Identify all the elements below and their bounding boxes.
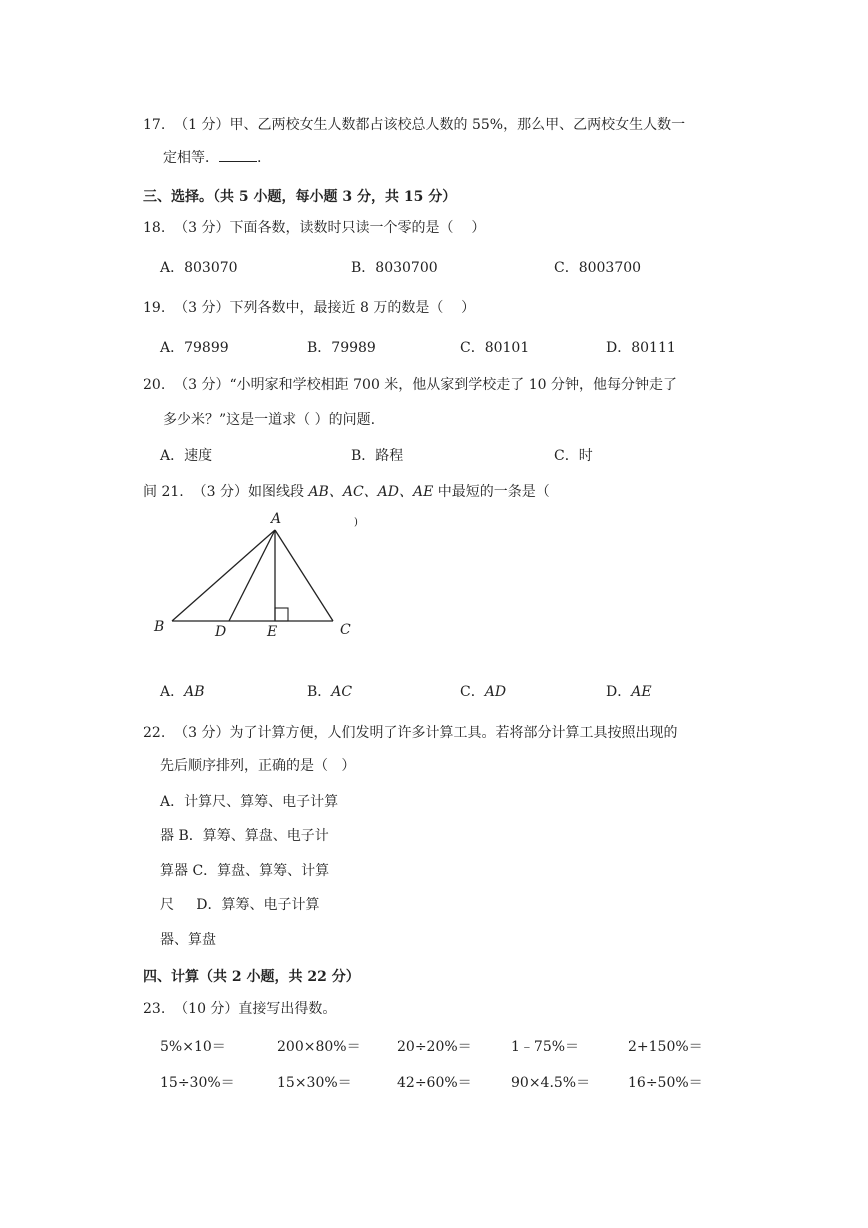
calc-item: 20÷20%＝ xyxy=(397,1039,472,1055)
q22-line2: 先后顺序排列，正确的是（ ） xyxy=(160,758,356,774)
q21-stem-pre: 间 21. （3 分）如图线段 xyxy=(143,484,309,500)
q22-line4[interactable]: 器 B．算筹、算盘、电子计 xyxy=(160,828,329,844)
label-a: A xyxy=(271,511,282,527)
label-e: E xyxy=(267,624,278,640)
q20-line1: 20. （3 分）“小明家和学校相距 700 米，他从家到学校走了 10 分钟，他每分钟走了 xyxy=(143,377,678,393)
q19-option-a[interactable]: A．79899 xyxy=(160,340,229,356)
q22-line1: 22. （3 分）为了计算方便，人们发明了许多计算工具。若将部分计算工具按照出现的 xyxy=(143,725,678,741)
q19-option-b[interactable]: B．79989 xyxy=(307,340,376,356)
q21-option-b-value: AC xyxy=(331,684,353,700)
q21-option-a-value: AB xyxy=(184,684,205,700)
q21-option-d-prefix: D． xyxy=(606,684,632,700)
q18-option-c[interactable]: C．8003700 xyxy=(554,260,642,276)
q21-stem-segments: AB、AC、AD、AE xyxy=(308,484,434,500)
q22-line7[interactable]: 器、算盘 xyxy=(160,932,216,948)
q22-line3[interactable]: A．计算尺、算筹、电子计算 xyxy=(160,794,339,810)
q18-stem: 18. （3 分）下面各数，读数时只读一个零的是（ ） xyxy=(143,220,486,236)
q18-option-b[interactable]: B．8030700 xyxy=(351,260,438,276)
q20-line2: 多少米？”这是一道求（ ）的问题. xyxy=(163,412,376,428)
triangle-figure xyxy=(148,503,363,643)
q21-stem-post: 中最短的一条是（ xyxy=(433,484,550,500)
q21-option-b[interactable] xyxy=(307,681,352,701)
q23-stem: 23. （10 分）直接写出得数。 xyxy=(143,1001,337,1017)
q19-stem: 19. （3 分）下列各数中，最接近 8 万的数是（ ） xyxy=(143,300,476,316)
q21-option-c-value: AD xyxy=(484,684,507,700)
q19-option-c[interactable]: C．80101 xyxy=(460,340,530,356)
q21-paren-close: ) xyxy=(354,517,358,528)
calc-item: 200×80%＝ xyxy=(277,1039,361,1055)
calc-item: 5%×10＝ xyxy=(160,1039,226,1055)
label-c: C xyxy=(340,622,351,638)
section4-heading: 四、计算（共 2 小题，共 22 分） xyxy=(143,969,360,985)
q21-stem xyxy=(143,481,550,501)
label-d: D xyxy=(215,624,227,640)
q20-option-b[interactable]: B．路程 xyxy=(351,448,404,464)
answer-blank[interactable] xyxy=(219,149,257,162)
section3-heading: 三、选择。（共 5 小题，每小题 3 分，共 15 分） xyxy=(143,189,457,205)
calc-item: 2+150%＝ xyxy=(628,1039,703,1055)
q21-option-c-prefix: C． xyxy=(460,684,485,700)
q21-option-d[interactable] xyxy=(606,681,652,701)
calc-item: 1﹣75%＝ xyxy=(511,1039,580,1055)
q20-option-a[interactable]: A．速度 xyxy=(160,448,213,464)
calc-item: 16÷50%＝ xyxy=(628,1075,703,1091)
q20-option-c[interactable]: C．时 xyxy=(554,448,593,464)
calc-item: 15×30%＝ xyxy=(277,1075,352,1091)
q21-option-b-prefix: B． xyxy=(307,684,332,700)
label-b: B xyxy=(154,619,165,635)
q17-line2-text: 定相等． xyxy=(163,150,219,166)
q17-line2 xyxy=(163,147,261,167)
q22-line6[interactable]: 尺 D．算筹、电子计算 xyxy=(160,897,320,913)
q19-option-d[interactable]: D．80111 xyxy=(606,340,676,356)
q18-option-a[interactable]: A．803070 xyxy=(160,260,238,276)
q21-option-d-value: AE xyxy=(631,684,652,700)
q22-line5[interactable]: 算器 C．算盘、算筹、计算 xyxy=(160,863,330,879)
calc-item: 15÷30%＝ xyxy=(160,1075,235,1091)
q21-option-a[interactable] xyxy=(160,681,205,701)
calc-item: 42÷60%＝ xyxy=(397,1075,472,1091)
q17-tail: . xyxy=(257,150,262,166)
calc-item: 90×4.5%＝ xyxy=(511,1075,591,1091)
q21-option-a-prefix: A． xyxy=(160,684,185,700)
q17-line1: 17. （1 分）甲、乙两校女生人数都占该校总人数的 55%，那么甲、乙两校女生人数一 xyxy=(143,117,686,133)
q21-option-c[interactable] xyxy=(460,681,506,701)
